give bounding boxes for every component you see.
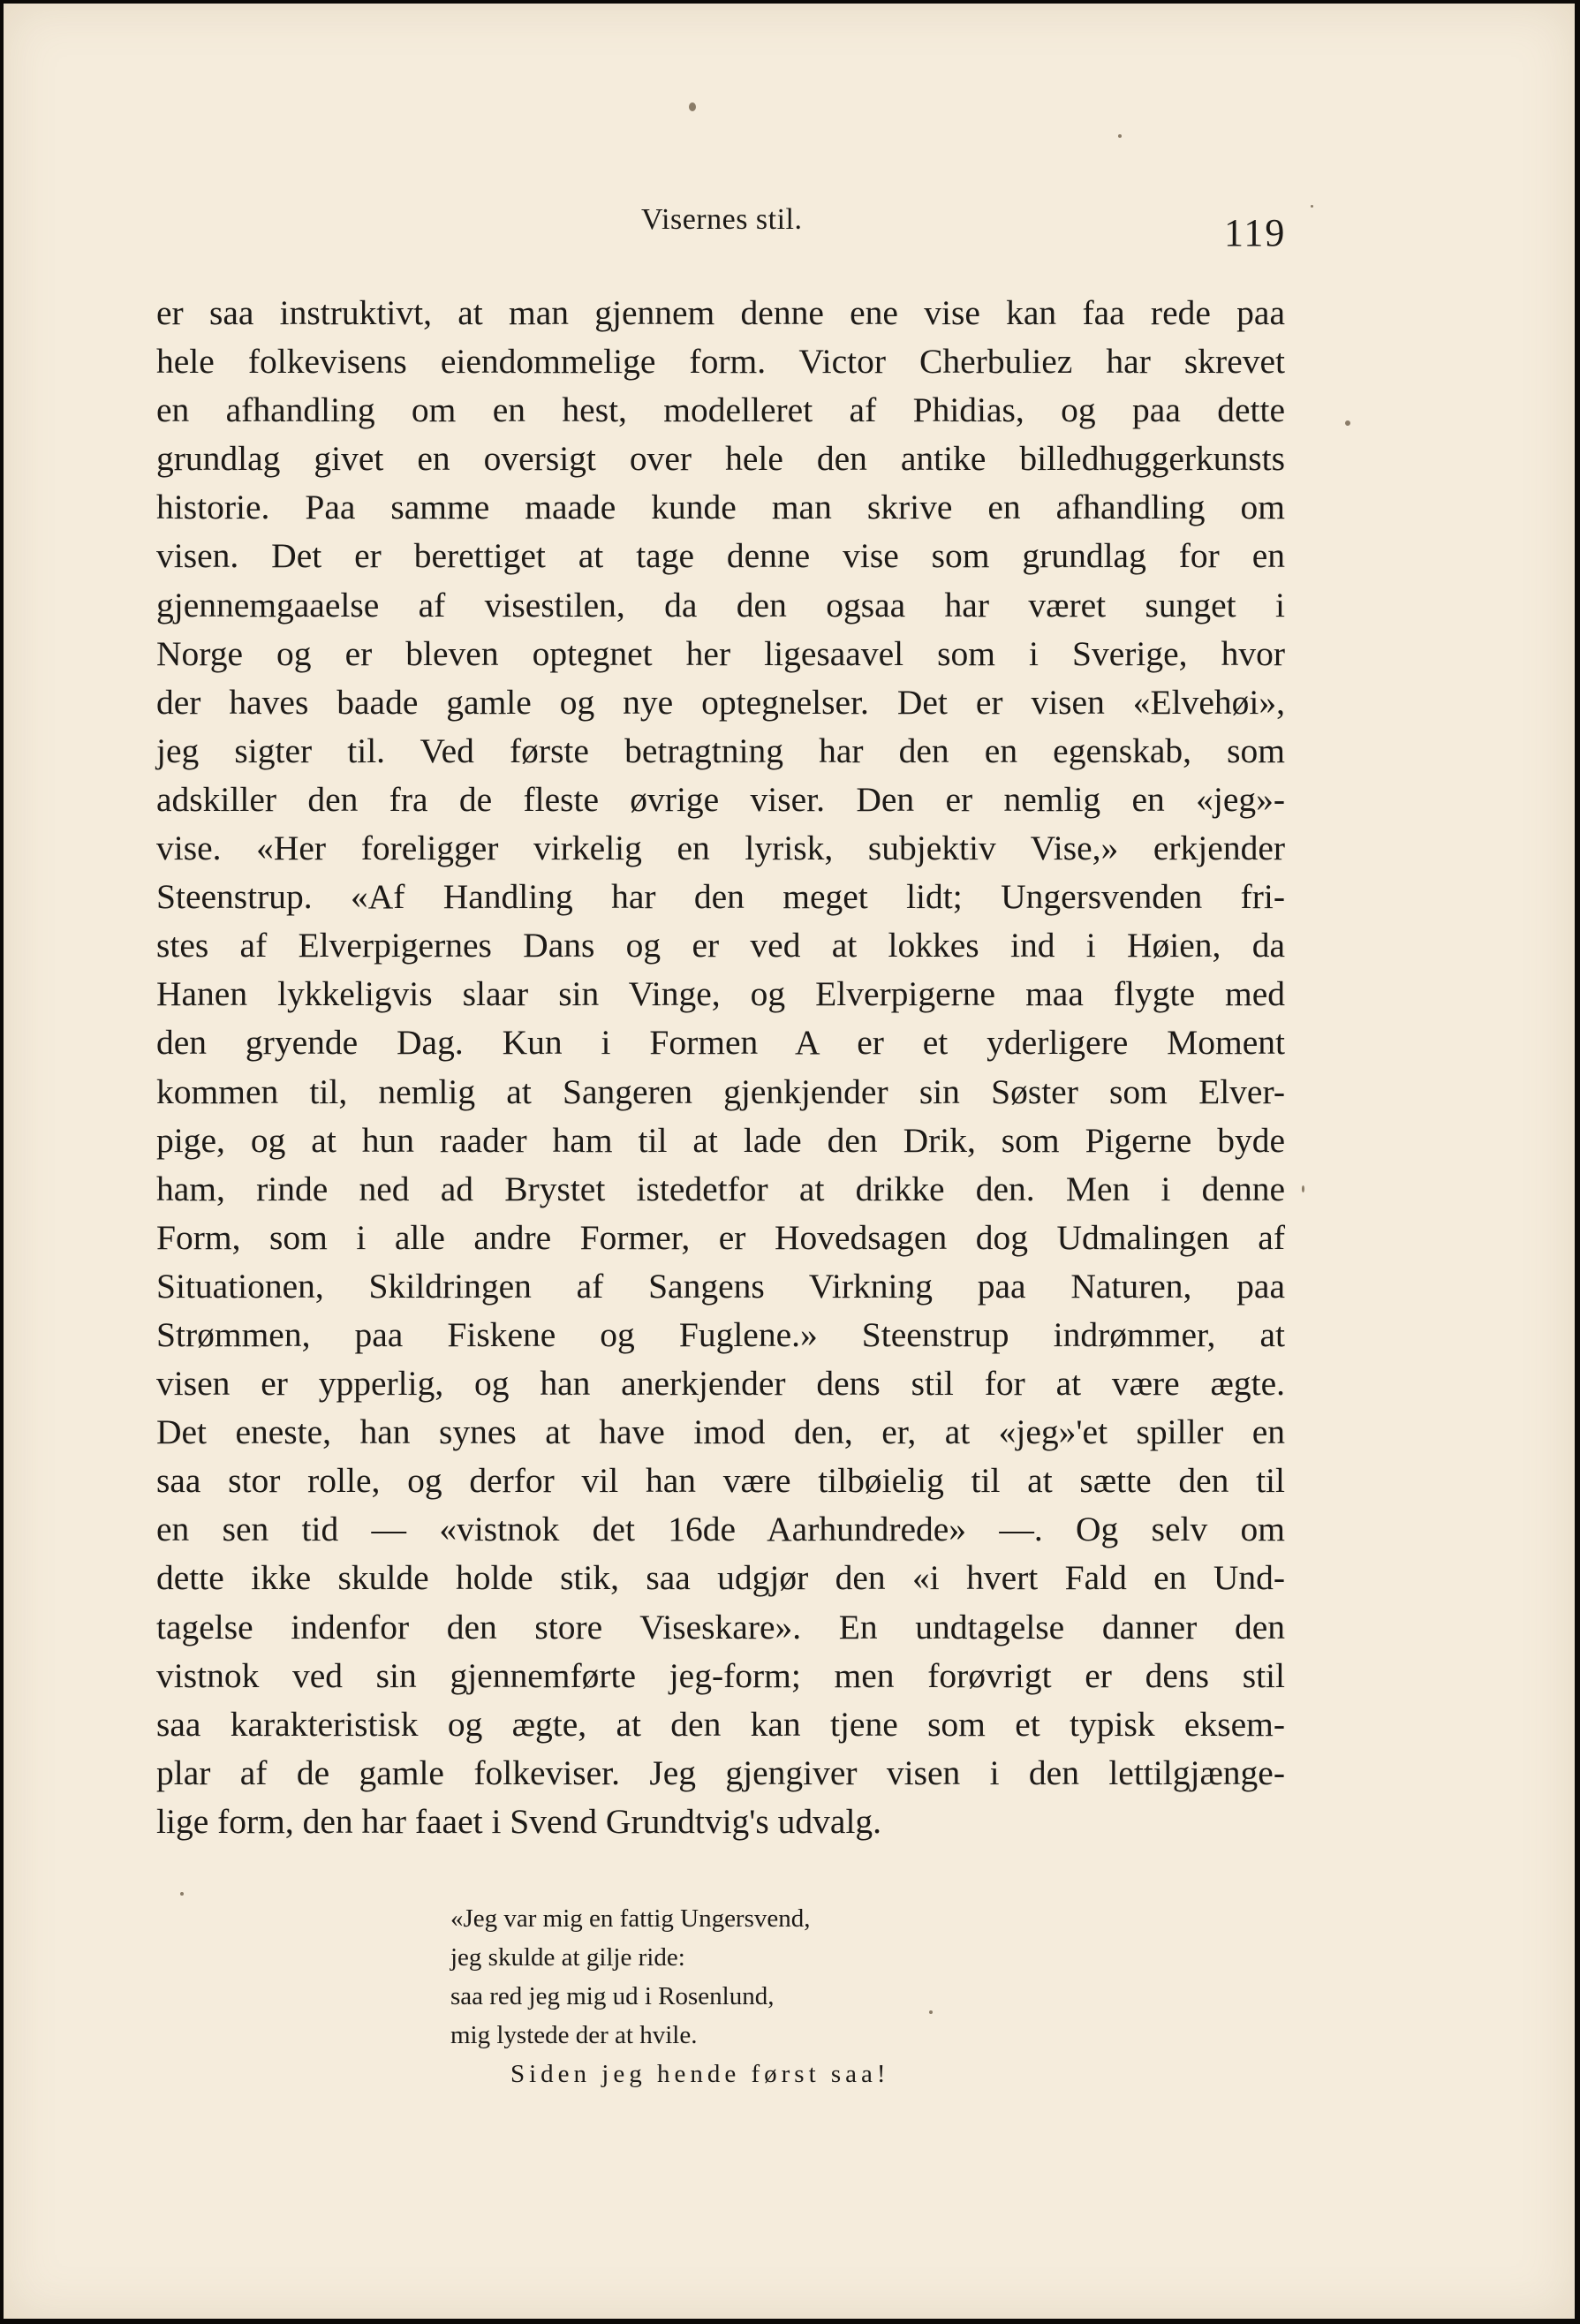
- text-line: kommen til, nemlig at Sangeren gjenkjender sin Søster som Elver-: [156, 1071, 1285, 1111]
- text-line: dette ikke skulde holde stik, saa udgjør den «i hvert Fald en Und-: [156, 1558, 1285, 1598]
- verse-line: «Jeg var mig en fattig Ungersvend,: [450, 1904, 811, 1933]
- text-line: visen er ypperlig, og han anerkjender dens stil for at være ægte.: [156, 1364, 1285, 1404]
- text-line: tagelse indenfor den store Viseskare». En undtagelse danner den: [156, 1607, 1285, 1646]
- verse-refrain: Siden jeg hende først saa!: [510, 2060, 890, 2088]
- paper-speck: [180, 1892, 184, 1896]
- running-title: Visernes stil.: [641, 203, 803, 236]
- text-line: Strømmen, paa Fiskene og Fuglene.» Steenstrup indrømmer, at: [156, 1314, 1285, 1354]
- text-line: saa stor rolle, og derfor vil han være tilbøielig til at sætte den til: [156, 1461, 1285, 1501]
- text-line: stes af Elverpigernes Dans og er ved at lokkes ind i Høien, da: [156, 926, 1285, 965]
- text-line: vistnok ved sin gjennemførte jeg-form; men forøvrigt er dens stil: [156, 1655, 1285, 1695]
- verse-line: saa red jeg mig ud i Rosenlund,: [450, 1982, 775, 2010]
- text-line: Form, som i alle andre Former, er Hovedsagen dog Udmalingen af: [156, 1217, 1285, 1257]
- verse-line: jeg skulde at gilje ride:: [450, 1943, 685, 1972]
- paper-speck: [689, 102, 696, 111]
- text-line: Steenstrup. «Af Handling har den meget lidt; Ungersvenden fri-: [156, 877, 1285, 917]
- text-line: vise. «Her foreligger virkelig en lyrisk, subjektiv Vise,» erkjender: [156, 829, 1285, 868]
- text-line: visen. Det er berettiget at tage denne vise som grundlag for en: [156, 536, 1285, 576]
- text-line: gjennemgaaelse af visestilen, da den ogsaa har været sunget i: [156, 585, 1285, 625]
- text-line: Hanen lykkeligvis slaar sin Vinge, og Elverpigerne maa flygte med: [156, 974, 1285, 1014]
- paper-speck: [1345, 420, 1350, 426]
- paper-speck: [929, 2010, 933, 2014]
- text-line: historie. Paa samme maade kunde man skrive en afhandling om: [156, 488, 1285, 527]
- text-line: jeg sigter til. Ved første betragtning har den en egenskab, som: [156, 731, 1285, 770]
- text-line: Norge og er bleven optegnet her ligesaavel som i Sverige, hvor: [156, 633, 1285, 673]
- text-line: hele folkevisens eiendommelige form. Victor Cherbuliez har skrevet: [156, 342, 1285, 382]
- text-line: er saa instruktivt, at man gjennem denne ene vise kan faa rede paa: [156, 293, 1285, 332]
- text-line: en sen tid — «vistnok det 16de Aarhundrede» —. Og selv om: [156, 1510, 1285, 1549]
- text-line: plar af de gamle folkeviser. Jeg gjengiver visen i den lettilgjænge-: [156, 1752, 1285, 1792]
- text-line: en afhandling om en hest, modelleret af Phidias, og paa dette: [156, 390, 1285, 430]
- text-line: grundlag givet en oversigt over hele den antike billedhuggerkunsts: [156, 439, 1285, 479]
- text-line: adskiller den fra de fleste øvrige viser. Den er nemlig en «jeg»-: [156, 779, 1285, 819]
- text-line: den gryende Dag. Kun i Formen A er et yderligere Moment: [156, 1023, 1285, 1063]
- text-line: lige form, den har faaet i Svend Grundtvig's udvalg.: [156, 1801, 882, 1841]
- paper-speck: [1118, 134, 1122, 138]
- paper-speck: [1302, 1185, 1304, 1192]
- text-line: saa karakteristisk og ægte, at den kan tjene som et typisk eksem-: [156, 1704, 1285, 1744]
- text-line: Situationen, Skildringen af Sangens Virkning paa Naturen, paa: [156, 1266, 1285, 1306]
- text-line: Det eneste, han synes at have imod den, er, at «jeg»'et spiller en: [156, 1412, 1285, 1452]
- verse-block: [450, 1899, 1069, 2093]
- page-number: 119: [1224, 211, 1287, 254]
- text-line: ham, rinde ned ad Brystet istedetfor at drikke den. Men i denne: [156, 1169, 1285, 1208]
- verse-line: mig lystede der at hvile.: [450, 2021, 698, 2049]
- text-line: pige, og at hun raader ham til at lade den Drik, som Pigerne byde: [156, 1120, 1285, 1160]
- paper-speck: [1311, 205, 1313, 208]
- book-page: [4, 4, 1575, 2319]
- body-text: [156, 289, 1285, 1846]
- page-header: [4, 203, 1575, 256]
- text-line: der haves baade gamle og nye optegnelser. Det er visen «Elvehøi»,: [156, 682, 1285, 722]
